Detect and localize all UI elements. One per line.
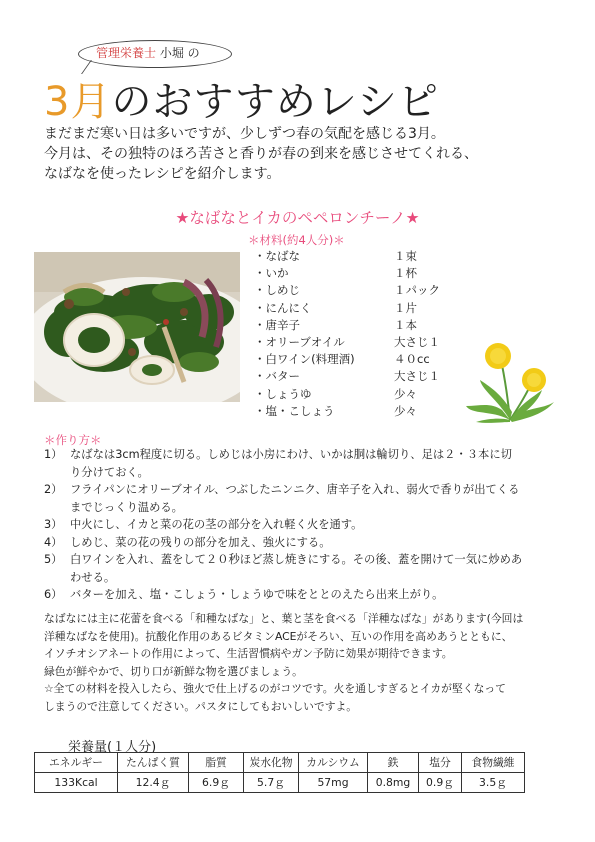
- step-line: り分けておく。: [70, 465, 149, 479]
- author-name: 小堀 の: [159, 46, 200, 60]
- nutrition-header-cell: 脂質: [189, 753, 244, 773]
- note-line: ☆全ての材料を投入したら、強火で仕上げるのがコツです。火を通しすぎるとイカが堅くなって: [44, 682, 506, 695]
- note-line: イソチオシアネートの作用によって、生活習慣病やガン予防に効果が期待できます。: [44, 647, 453, 660]
- nutrition-value-cell: 3.5ｇ: [462, 773, 525, 793]
- page-title: [44, 70, 439, 127]
- ingredient-row: [254, 248, 454, 265]
- ingredient-name: ・なばな: [254, 249, 300, 263]
- nutrition-header-cell: たんぱく質: [118, 753, 189, 773]
- ingredient-row: [254, 334, 454, 351]
- ingredient-amount: １杯: [394, 266, 417, 281]
- nutrition-header-cell: カルシウム: [299, 753, 368, 773]
- ingredients-list: [254, 248, 454, 420]
- nutrition-value-cell: 0.9ｇ: [419, 773, 462, 793]
- intro-line: まだまだ寒い日は多いですが、少しずつ春の気配を感じる3月。: [44, 126, 445, 142]
- step-line: なばなは3cm程度に切る。しめじは小房にわけ、いかは胴は輪切り、足は２・３本に切: [70, 448, 512, 461]
- ingredient-amount: １本: [394, 317, 417, 332]
- ingredient-name: ・塩・こしょう: [254, 403, 335, 418]
- nutrition-value-cell: 57mg: [299, 773, 368, 793]
- ingredient-row: [254, 282, 454, 299]
- ingredient-amount: 少々: [394, 386, 417, 401]
- step-line: 白ワインを入れ、蓋をして２０秒ほど蒸し焼きにする。その後、蓋を開けて一気に炒めあ: [70, 553, 523, 566]
- ingredient-row: [254, 317, 454, 334]
- step-line: までじっくり温める。: [70, 500, 183, 514]
- title-month: 3月: [44, 79, 112, 125]
- ingredient-amount: 大さじ１: [394, 334, 440, 349]
- step-number: 2）: [44, 483, 63, 496]
- note-line: しまうので注意してください。パスタにしてもおいしいですよ。: [44, 699, 358, 713]
- step-item: [44, 516, 564, 534]
- ingredient-row: [254, 300, 454, 317]
- notes-text: [44, 610, 564, 715]
- ingredient-name: ・唐辛子: [254, 317, 300, 332]
- profession-label: 管理栄養士: [96, 46, 157, 60]
- nutrition-value-cell: 6.9ｇ: [189, 773, 244, 793]
- step-line: バターを加え、塩・こしょう・しょうゆで味をととのえたら出来上がり。: [70, 588, 444, 601]
- ingredient-row: [254, 351, 454, 368]
- nutrition-value-cell: 12.4ｇ: [118, 773, 189, 793]
- ingredient-row: [254, 403, 454, 420]
- ingredient-name: ・白ワイン(料理酒): [254, 352, 355, 367]
- nutrition-value-cell: 0.8mg: [368, 773, 419, 793]
- step-line: フライパンにオリーブオイル、つぶしたニンニク、唐辛子を入れ、弱火で香りが出てくる: [70, 483, 520, 496]
- dandelion-illustration: [462, 340, 557, 425]
- author-byline: [96, 44, 200, 61]
- ingredient-amount: １束: [394, 249, 417, 263]
- ingredient-name: ・バター: [254, 369, 300, 384]
- ingredient-amount: １片: [394, 300, 417, 315]
- ingredient-row: [254, 368, 454, 385]
- nutrition-value-cell: 5.7ｇ: [244, 773, 299, 793]
- ingredient-amount: １パック: [394, 283, 440, 298]
- ingredients-heading: ＊材料(約4人分)＊: [248, 233, 345, 247]
- step-item: [44, 534, 564, 552]
- dish-photo: [34, 252, 240, 402]
- step-item: [44, 481, 564, 516]
- ingredient-name: ・いか: [254, 266, 289, 281]
- note-line: 洋種なばなを使用)。抗酸化作用のあるビタミンACEがそろい、互いの作用を高めあうとともに、: [44, 629, 513, 643]
- nutrition-value-cell: 133Kcal: [35, 773, 118, 793]
- steps-list: [44, 446, 564, 604]
- ingredient-amount: 大さじ１: [394, 369, 440, 384]
- recipe-title: ★なばなとイカのペペロンチーノ★: [175, 209, 420, 227]
- steps-heading: ＊作り方＊: [44, 433, 102, 447]
- nutrition-header-cell: エネルギー: [35, 753, 118, 773]
- step-number: 6）: [44, 588, 63, 601]
- intro-line: なばなを使ったレシピを紹介します。: [44, 166, 281, 182]
- ingredient-name: ・オリーブオイル: [254, 334, 345, 349]
- ingredient-name: ・しめじ: [254, 283, 300, 298]
- step-number: 4）: [44, 535, 63, 549]
- nutrition-header-cell: 食物繊維: [462, 753, 525, 773]
- ingredient-name: ・しょうゆ: [254, 386, 312, 401]
- step-number: 3）: [44, 518, 63, 531]
- ingredient-row: [254, 265, 454, 282]
- nutrition-title: 栄養量(１人分): [68, 740, 157, 755]
- step-number: 5）: [44, 553, 63, 566]
- step-number: 1）: [44, 448, 63, 461]
- intro-line: 今月は、その独特のほろ苦さと香りが春の到来を感じさせてくれる、: [44, 146, 478, 162]
- title-rest: のおすすめレシピ: [111, 79, 439, 125]
- step-item: [44, 446, 564, 481]
- step-item: [44, 586, 564, 604]
- ingredient-name: ・にんにく: [254, 300, 312, 315]
- note-line: なばなには主に花蕾を食べる「和種なばな」と、葉と茎を食べる「洋種なばな」があります(今回は: [44, 612, 524, 625]
- nutrition-value-row: [35, 773, 525, 793]
- nutrition-header-cell: 炭水化物: [244, 753, 299, 773]
- step-line: わせる。: [70, 570, 116, 584]
- ingredient-row: [254, 386, 454, 403]
- nutrition-table: [34, 752, 525, 793]
- step-line: 中火にし、イカと菜の花の茎の部分を入れ軽く火を通す。: [70, 518, 363, 531]
- step-line: しめじ、菜の花の残りの部分を加え、強火にする。: [70, 535, 331, 549]
- step-item: [44, 551, 564, 586]
- ingredient-amount: ４０cc: [394, 352, 430, 367]
- note-line: 緑色が鮮やかで、切り口が新鮮な物を選びましょう。: [44, 664, 303, 678]
- nutrition-header-cell: 鉄: [368, 753, 419, 773]
- nutrition-header-row: [35, 753, 525, 773]
- intro-text: [44, 124, 564, 184]
- ingredient-amount: 少々: [394, 403, 417, 418]
- nutrition-header-cell: 塩分: [419, 753, 462, 773]
